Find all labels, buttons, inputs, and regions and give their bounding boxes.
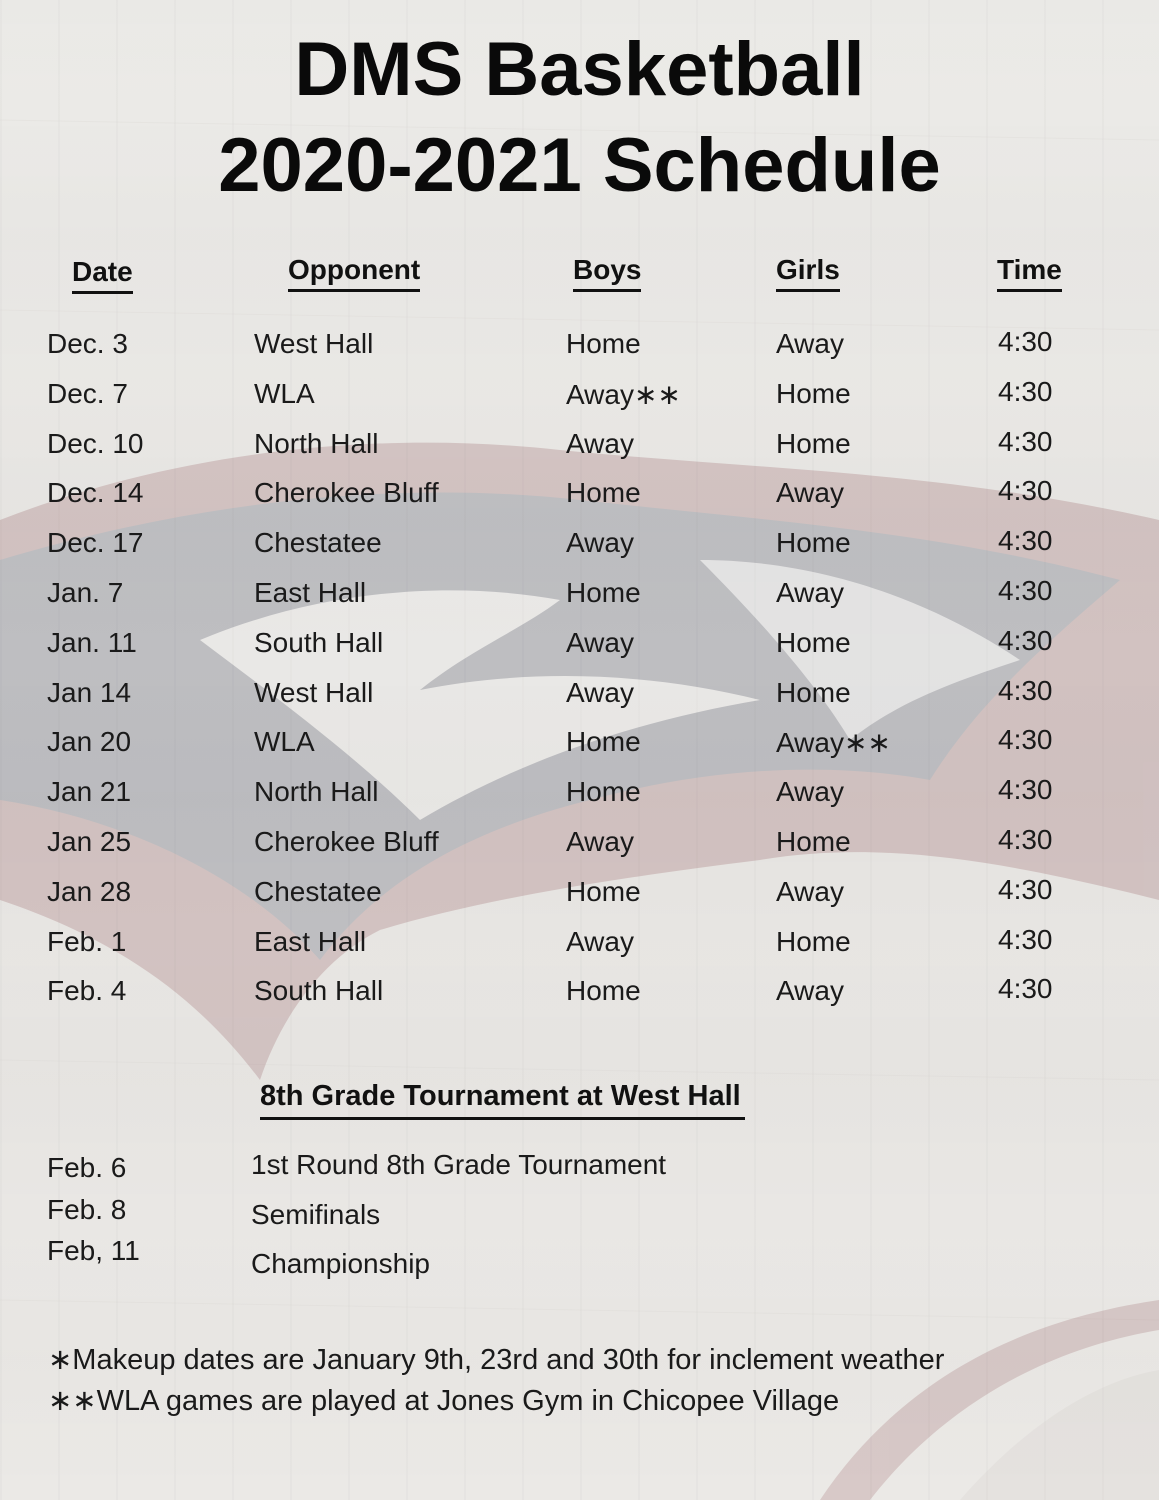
- tournament-event: Semifinals: [251, 1199, 381, 1230]
- tournament-event: 1st Round 8th Grade Tournament: [251, 1149, 667, 1180]
- cell-opponent: North Hall: [254, 776, 379, 808]
- cell-girls: Home: [776, 377, 851, 409]
- cell-opponent: North Hall: [254, 427, 379, 459]
- cell-time: 4:30: [998, 824, 1053, 855]
- cell-date: Jan 25: [47, 826, 132, 857]
- header-date: Date: [72, 256, 133, 294]
- tournament-date: Feb. 8: [47, 1194, 127, 1225]
- cell-girls: Home: [776, 925, 851, 957]
- cell-boys: Home: [566, 975, 641, 1007]
- cell-girls: Away: [776, 328, 844, 359]
- cell-date: Jan 14: [47, 676, 132, 708]
- cell-opponent: South Hall: [254, 626, 384, 658]
- cell-boys: Away: [566, 826, 634, 857]
- header-girls: Girls: [776, 254, 840, 292]
- cell-opponent: South Hall: [254, 975, 384, 1007]
- cell-girls: Home: [776, 427, 851, 459]
- header-boys: Boys: [573, 254, 641, 292]
- cell-date: Feb. 1: [47, 925, 127, 957]
- tournament-date: Feb, 11: [47, 1235, 140, 1266]
- cell-time: 4:30: [998, 425, 1053, 457]
- cell-boys: Home: [566, 477, 641, 509]
- cell-time: 4:30: [998, 624, 1053, 656]
- cell-girls: Home: [776, 826, 851, 857]
- header-opponent: Opponent: [288, 254, 420, 292]
- makeup-note: ∗Makeup dates are January 9th, 23rd and 30th for inclement weather: [48, 1344, 945, 1376]
- cell-opponent: West Hall: [254, 676, 374, 708]
- cell-boys: Home: [566, 577, 641, 608]
- cell-time: 4:30: [998, 774, 1053, 806]
- tournament-date: Feb. 6: [47, 1152, 127, 1183]
- cell-opponent: Chestatee: [254, 527, 382, 559]
- cell-opponent: Cherokee Bluff: [254, 826, 439, 857]
- cell-time: 4:30: [998, 674, 1053, 706]
- wla-note: ∗∗WLA games are played at Jones Gym in Chicopee Village: [48, 1385, 840, 1417]
- cell-boys: Away: [566, 676, 634, 708]
- cell-boys: Home: [566, 875, 641, 907]
- cell-date: Jan 20: [47, 726, 132, 758]
- cell-opponent: East Hall: [254, 577, 367, 608]
- cell-date: Jan 28: [47, 875, 132, 907]
- cell-girls: Away∗∗: [776, 727, 891, 759]
- cell-boys: Away: [566, 925, 634, 957]
- cell-opponent: Cherokee Bluff: [254, 477, 439, 509]
- cell-boys: Home: [566, 776, 641, 808]
- cell-time: 4:30: [998, 873, 1053, 905]
- cell-girls: Away: [776, 776, 844, 808]
- cell-boys: Home: [566, 726, 641, 758]
- cell-date: Dec. 7: [47, 377, 128, 409]
- cell-time: 4:30: [998, 525, 1053, 557]
- cell-opponent: East Hall: [254, 925, 367, 957]
- header-time: Time: [997, 254, 1062, 292]
- cell-opponent: WLA: [254, 726, 315, 758]
- cell-date: Jan 21: [47, 776, 132, 808]
- cell-boys: Away: [566, 427, 634, 459]
- tournament-title: 8th Grade Tournament at West Hall: [260, 1080, 745, 1120]
- cell-girls: Home: [776, 676, 851, 708]
- cell-time: 4:30: [998, 973, 1053, 1005]
- cell-girls: Away: [776, 875, 844, 907]
- cell-opponent: WLA: [254, 377, 315, 409]
- cell-opponent: West Hall: [254, 328, 374, 359]
- cell-opponent: Chestatee: [254, 875, 382, 907]
- cell-time: 4:30: [998, 375, 1053, 407]
- cell-boys: Away: [566, 626, 634, 658]
- schedule-title-line2: 2020-2021 Schedule: [218, 123, 941, 208]
- cell-time: 4:30: [998, 724, 1053, 756]
- cell-girls: Away: [776, 477, 844, 509]
- cell-boys: Home: [566, 328, 641, 359]
- cell-time: 4:30: [998, 326, 1053, 357]
- cell-date: Feb. 4: [47, 975, 127, 1007]
- cell-date: Jan. 7: [47, 577, 124, 608]
- schedule-title-line1: DMS Basketball: [294, 27, 865, 112]
- cell-date: Jan. 11: [47, 626, 137, 658]
- cell-boys: Away: [566, 527, 634, 559]
- cell-date: Dec. 3: [47, 328, 128, 359]
- cell-date: Dec. 10: [47, 427, 144, 459]
- cell-boys: Away∗∗: [566, 378, 681, 410]
- cell-date: Dec. 17: [47, 527, 144, 559]
- cell-girls: Away: [776, 577, 844, 608]
- cell-girls: Home: [776, 527, 851, 559]
- cell-girls: Home: [776, 626, 851, 658]
- cell-time: 4:30: [998, 475, 1053, 507]
- tournament-event: Championship: [251, 1248, 430, 1279]
- cell-time: 4:30: [998, 575, 1053, 606]
- cell-girls: Away: [776, 975, 844, 1007]
- cell-date: Dec. 14: [47, 477, 144, 509]
- cell-time: 4:30: [998, 923, 1053, 955]
